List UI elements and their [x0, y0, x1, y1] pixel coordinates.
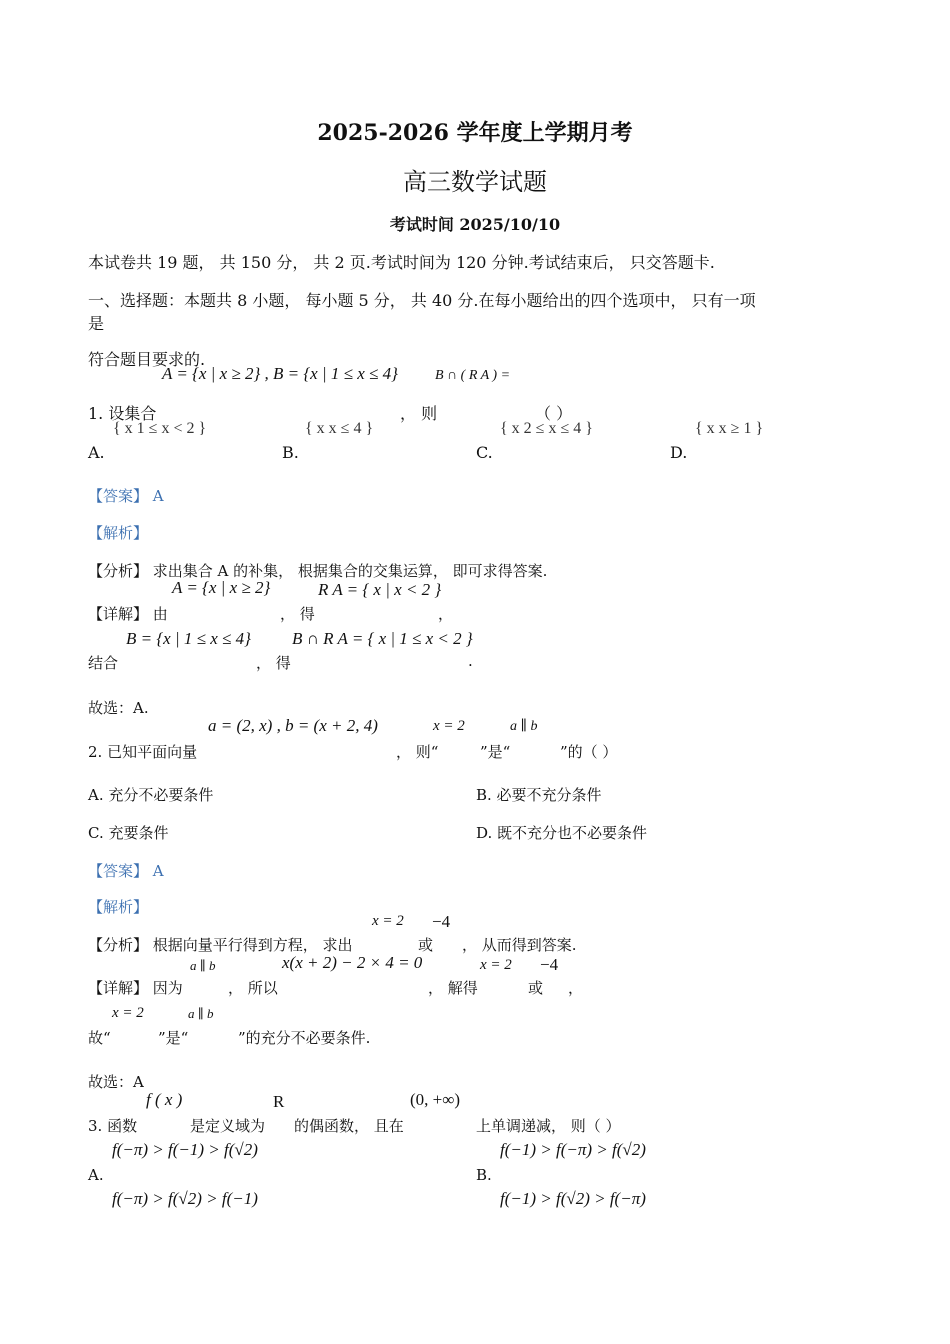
q2-gu-formula-1: x = 2	[112, 1005, 144, 1021]
q1-option-c: C.	[476, 443, 493, 462]
q2-gu: 故“	[88, 1029, 111, 1047]
q2-stem: 2. 已知平面向量	[88, 743, 198, 761]
section-heading-line2: 符合题目要求的.	[88, 350, 206, 369]
q2-xiangjie-huo: 或	[528, 979, 544, 997]
q1-paren: （ ）	[535, 404, 573, 423]
q2-fenxi-end: ， 从而得到答案.	[462, 936, 577, 954]
q2-xiangjie: 【详解】 因为	[88, 979, 183, 997]
q2-option-b: B. 必要不充分条件	[476, 786, 602, 804]
q1-analysis-tag: 【解析】	[88, 524, 149, 542]
q2-stem-shi: ”是“	[480, 743, 511, 761]
q1-jiehe-de: ， 得	[256, 654, 291, 672]
q2-formula-parallel: a ∥ b	[510, 719, 538, 734]
q3-formula-r: R	[273, 1092, 285, 1111]
q1-option-a-formula: { x 1 ≤ x < 2 }	[113, 420, 207, 437]
q1-fenxi: 【分析】 求出集合 A 的补集， 根据集合的交集运算， 即可求得答案.	[88, 562, 548, 580]
q2-gu-shi: ”是“	[158, 1029, 189, 1047]
q2-stem-de: ”的（ ）	[560, 743, 618, 761]
q2-option-c: C. 充要条件	[88, 824, 169, 842]
q2-option-a: A. 充分不必要条件	[88, 786, 214, 804]
exam-time: 考试时间 2025/10/10	[389, 215, 561, 234]
q3-stem-end: 上单调递减， 则（ ）	[476, 1117, 621, 1135]
q3-stem-even: 的偶函数， 且在	[294, 1117, 404, 1135]
q3-formula-f: f ( x )	[146, 1090, 183, 1109]
q1-jiehe-formula-1: B = {x | 1 ≤ x ≤ 4}	[126, 629, 251, 648]
q1-xiangjie-de: ， 得	[280, 605, 315, 623]
q2-option-d: D. 既不充分也不必要条件	[476, 824, 648, 842]
q1-option-b: B.	[282, 443, 299, 462]
q2-fenxi-formula-2: −4	[432, 912, 451, 931]
q3-option-d-formula: f(−1) > f(√2) > f(−π)	[500, 1189, 646, 1208]
q1-option-d: D.	[670, 443, 688, 462]
q1-choose: 故选：A.	[88, 699, 149, 717]
q1-option-a: A.	[88, 443, 105, 462]
q2-formula-x: x = 2	[433, 718, 465, 734]
q3-stem-mid: 是定义域为	[190, 1117, 266, 1135]
q1-xiangjie-formula-1: A = {x | x ≥ 2}	[172, 578, 271, 597]
q2-stem-then: ， 则“	[396, 743, 439, 761]
q1-stem: 1. 设集合	[88, 404, 157, 423]
q2-xiangjie-parallel: a ∥ b	[190, 958, 216, 973]
q3-option-a: A.	[88, 1166, 104, 1184]
exam-title: 2025-2026 学年度上学期月考	[317, 120, 633, 146]
q2-xiangjie-m4: −4	[540, 955, 559, 974]
q1-formula-result: B ∩ ( R A ) =	[435, 368, 511, 383]
q1-xiangjie-formula-2: R A = { x | x < 2 }	[318, 580, 442, 599]
q1-jiehe-formula-2: B ∩ R A = { x | 1 ≤ x < 2 }	[292, 629, 473, 648]
q1-xiangjie: 【详解】 由	[88, 605, 168, 623]
q2-xiangjie-x2: x = 2	[480, 957, 512, 973]
q1-jiehe-end: .	[468, 652, 473, 670]
q2-fenxi-huo: 或	[418, 936, 434, 954]
q1-stem-then: ， 则	[400, 404, 438, 423]
exam-subtitle: 高三数学试题	[403, 168, 547, 196]
q1-option-c-formula: { x 2 ≤ x ≤ 4 }	[500, 420, 593, 437]
q2-formula-vectors: a = (2, x) , b = (x + 2, 4)	[208, 716, 378, 735]
q3-formula-interval: (0, +∞)	[410, 1090, 461, 1109]
q1-formula-sets: A = {x | x ≥ 2} , B = {x | 1 ≤ x ≤ 4}	[162, 364, 398, 383]
q2-choose: 故选：A	[88, 1073, 144, 1091]
q3-option-b: B.	[476, 1166, 492, 1184]
q3-stem: 3. 函数	[88, 1117, 138, 1135]
q2-gu-formula-2: a ∥ b	[188, 1006, 214, 1021]
q3-option-b-formula: f(−1) > f(−π) > f(√2)	[500, 1140, 646, 1159]
section-heading-cont: 是	[88, 314, 105, 333]
section-heading: 一、选择题：本题共 8 小题， 每小题 5 分， 共 40 分.在每小题给出的四个选项中， 只有一项	[88, 291, 756, 310]
q2-xiangjie-equation: x(x + 2) − 2 × 4 = 0	[282, 953, 423, 972]
q1-answer: 【答案】 A	[88, 487, 164, 505]
q1-option-b-formula: { x x ≤ 4 }	[305, 420, 374, 437]
intro-line: 本试卷共 19 题， 共 150 分， 共 2 页.考试时间为 120 分钟.考试结束后， 只交答题卡.	[88, 253, 715, 272]
q3-option-c-formula: f(−π) > f(√2) > f(−1)	[112, 1189, 258, 1208]
q2-fenxi-formula-1: x = 2	[372, 913, 404, 929]
q2-analysis-tag: 【解析】	[88, 898, 149, 916]
q2-xiangjie-jiede: ， 解得	[428, 979, 478, 997]
q2-xiangjie-comma: ，	[568, 979, 584, 997]
q2-answer: 【答案】 A	[88, 862, 164, 880]
q2-gu-end: ”的充分不必要条件.	[238, 1029, 371, 1047]
q3-option-a-formula: f(−π) > f(−1) > f(√2)	[112, 1140, 258, 1159]
q1-option-d-formula: { x x ≥ 1 }	[695, 420, 764, 437]
q1-xiangjie-comma: ，	[438, 605, 454, 623]
q2-xiangjie-suoyi: ， 所以	[228, 979, 278, 997]
q1-jiehe: 结合	[88, 654, 119, 672]
q2-fenxi: 【分析】 根据向量平行得到方程， 求出	[88, 936, 353, 954]
